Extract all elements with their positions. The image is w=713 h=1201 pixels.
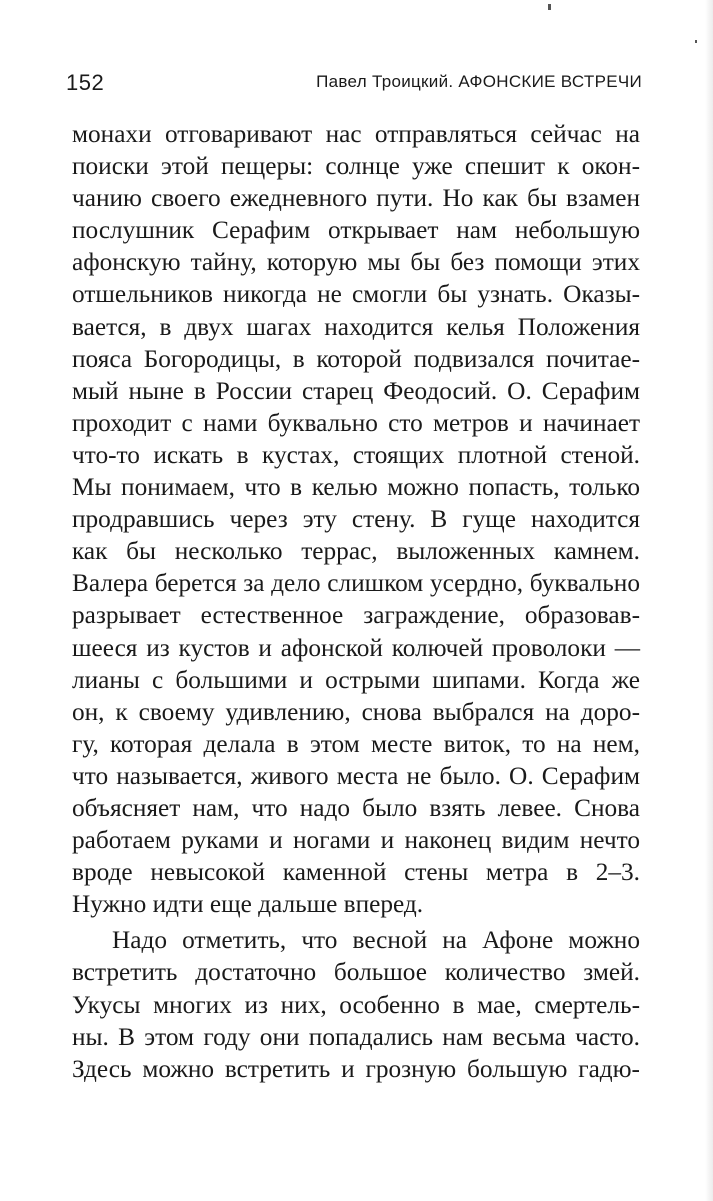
text-line: Здесь можно встретить и грозную большую гадю- [72,1054,640,1083]
paragraph-last-line: Нужно идти еще дальше вперед. [72,890,424,919]
text-line: монахи отговаривают нас отправляться сейчас на [72,120,640,148]
text-line: что-то искать в кустах, стоящих плотной стеной. [72,440,640,469]
text-line: чанию своего ежедневного пути. Но как бы взамен [72,184,640,213]
text-line: объясняет нам, что надо было взять левее. Снова [72,793,640,822]
body-text [72,118,640,1085]
page-header [66,70,642,100]
text-line: ны. В этом году они попадались нам весьма часто. [72,1022,640,1051]
text-line: афонскую тайну, которую мы бы без помощи этих [72,248,640,277]
text-line: работаем руками и ногами и наконец видим нечто [72,826,640,855]
text-line: поиски этой пещеры: солнце уже спешит к окон- [72,152,640,181]
running-title: Павел Троицкий. АФОНСКИЕ ВСТРЕЧИ [316,72,642,91]
text-line: Мы понимаем, что в келью можно попасть, только [72,473,640,502]
text-line: вается, в двух шагах находится келья Положения [72,312,640,341]
text-line: шееся из кустов и афонской колючей проволоки — [72,633,640,662]
scan-speck [695,40,697,43]
text-line: разрывает естественное заграждение, образовав- [72,601,640,630]
text-line: мый ныне в России старец Феодосий. О. Серафим [72,376,640,405]
text-line: послушник Серафим открывает нам небольшую [72,216,640,245]
text-line: встретить достаточно большое количество змей. [72,958,640,987]
text-line: вроде невысокой каменной стены метра в 2–3. [72,858,640,887]
text-line: проходит с нами буквально сто метров и начинает [72,408,640,437]
text-line: гу, которая делала в этом месте виток, то на нем, [72,729,640,758]
text-line: он, к своему удивлению, снова выбрался на доро- [72,697,640,726]
text-line: Валера берется за дело слишком усердно, буквально [72,569,640,598]
text-line: Укусы многих из них, особенно в мае, смертель- [72,990,640,1019]
text-line: как бы несколько террас, выложенных камнем. [72,537,640,566]
text-line: пояса Богородицы, в которой подвизался почитае- [72,344,640,373]
page-edge-shadow [705,0,713,1201]
text-line: продравшись через эту стену. В гуще находится [72,505,640,534]
scan-speck [548,4,551,10]
text-line: что называется, живого места не было. О. Серафим [72,761,640,790]
page-number: 152 [66,70,105,95]
paragraph-first-line: Надо отметить, что весной на Афоне можно [112,926,640,955]
text-line: отшельников никогда не смогли бы узнать. Оказы- [72,280,640,309]
text-line: лианы с большими и острыми шипами. Когда же [72,665,640,694]
